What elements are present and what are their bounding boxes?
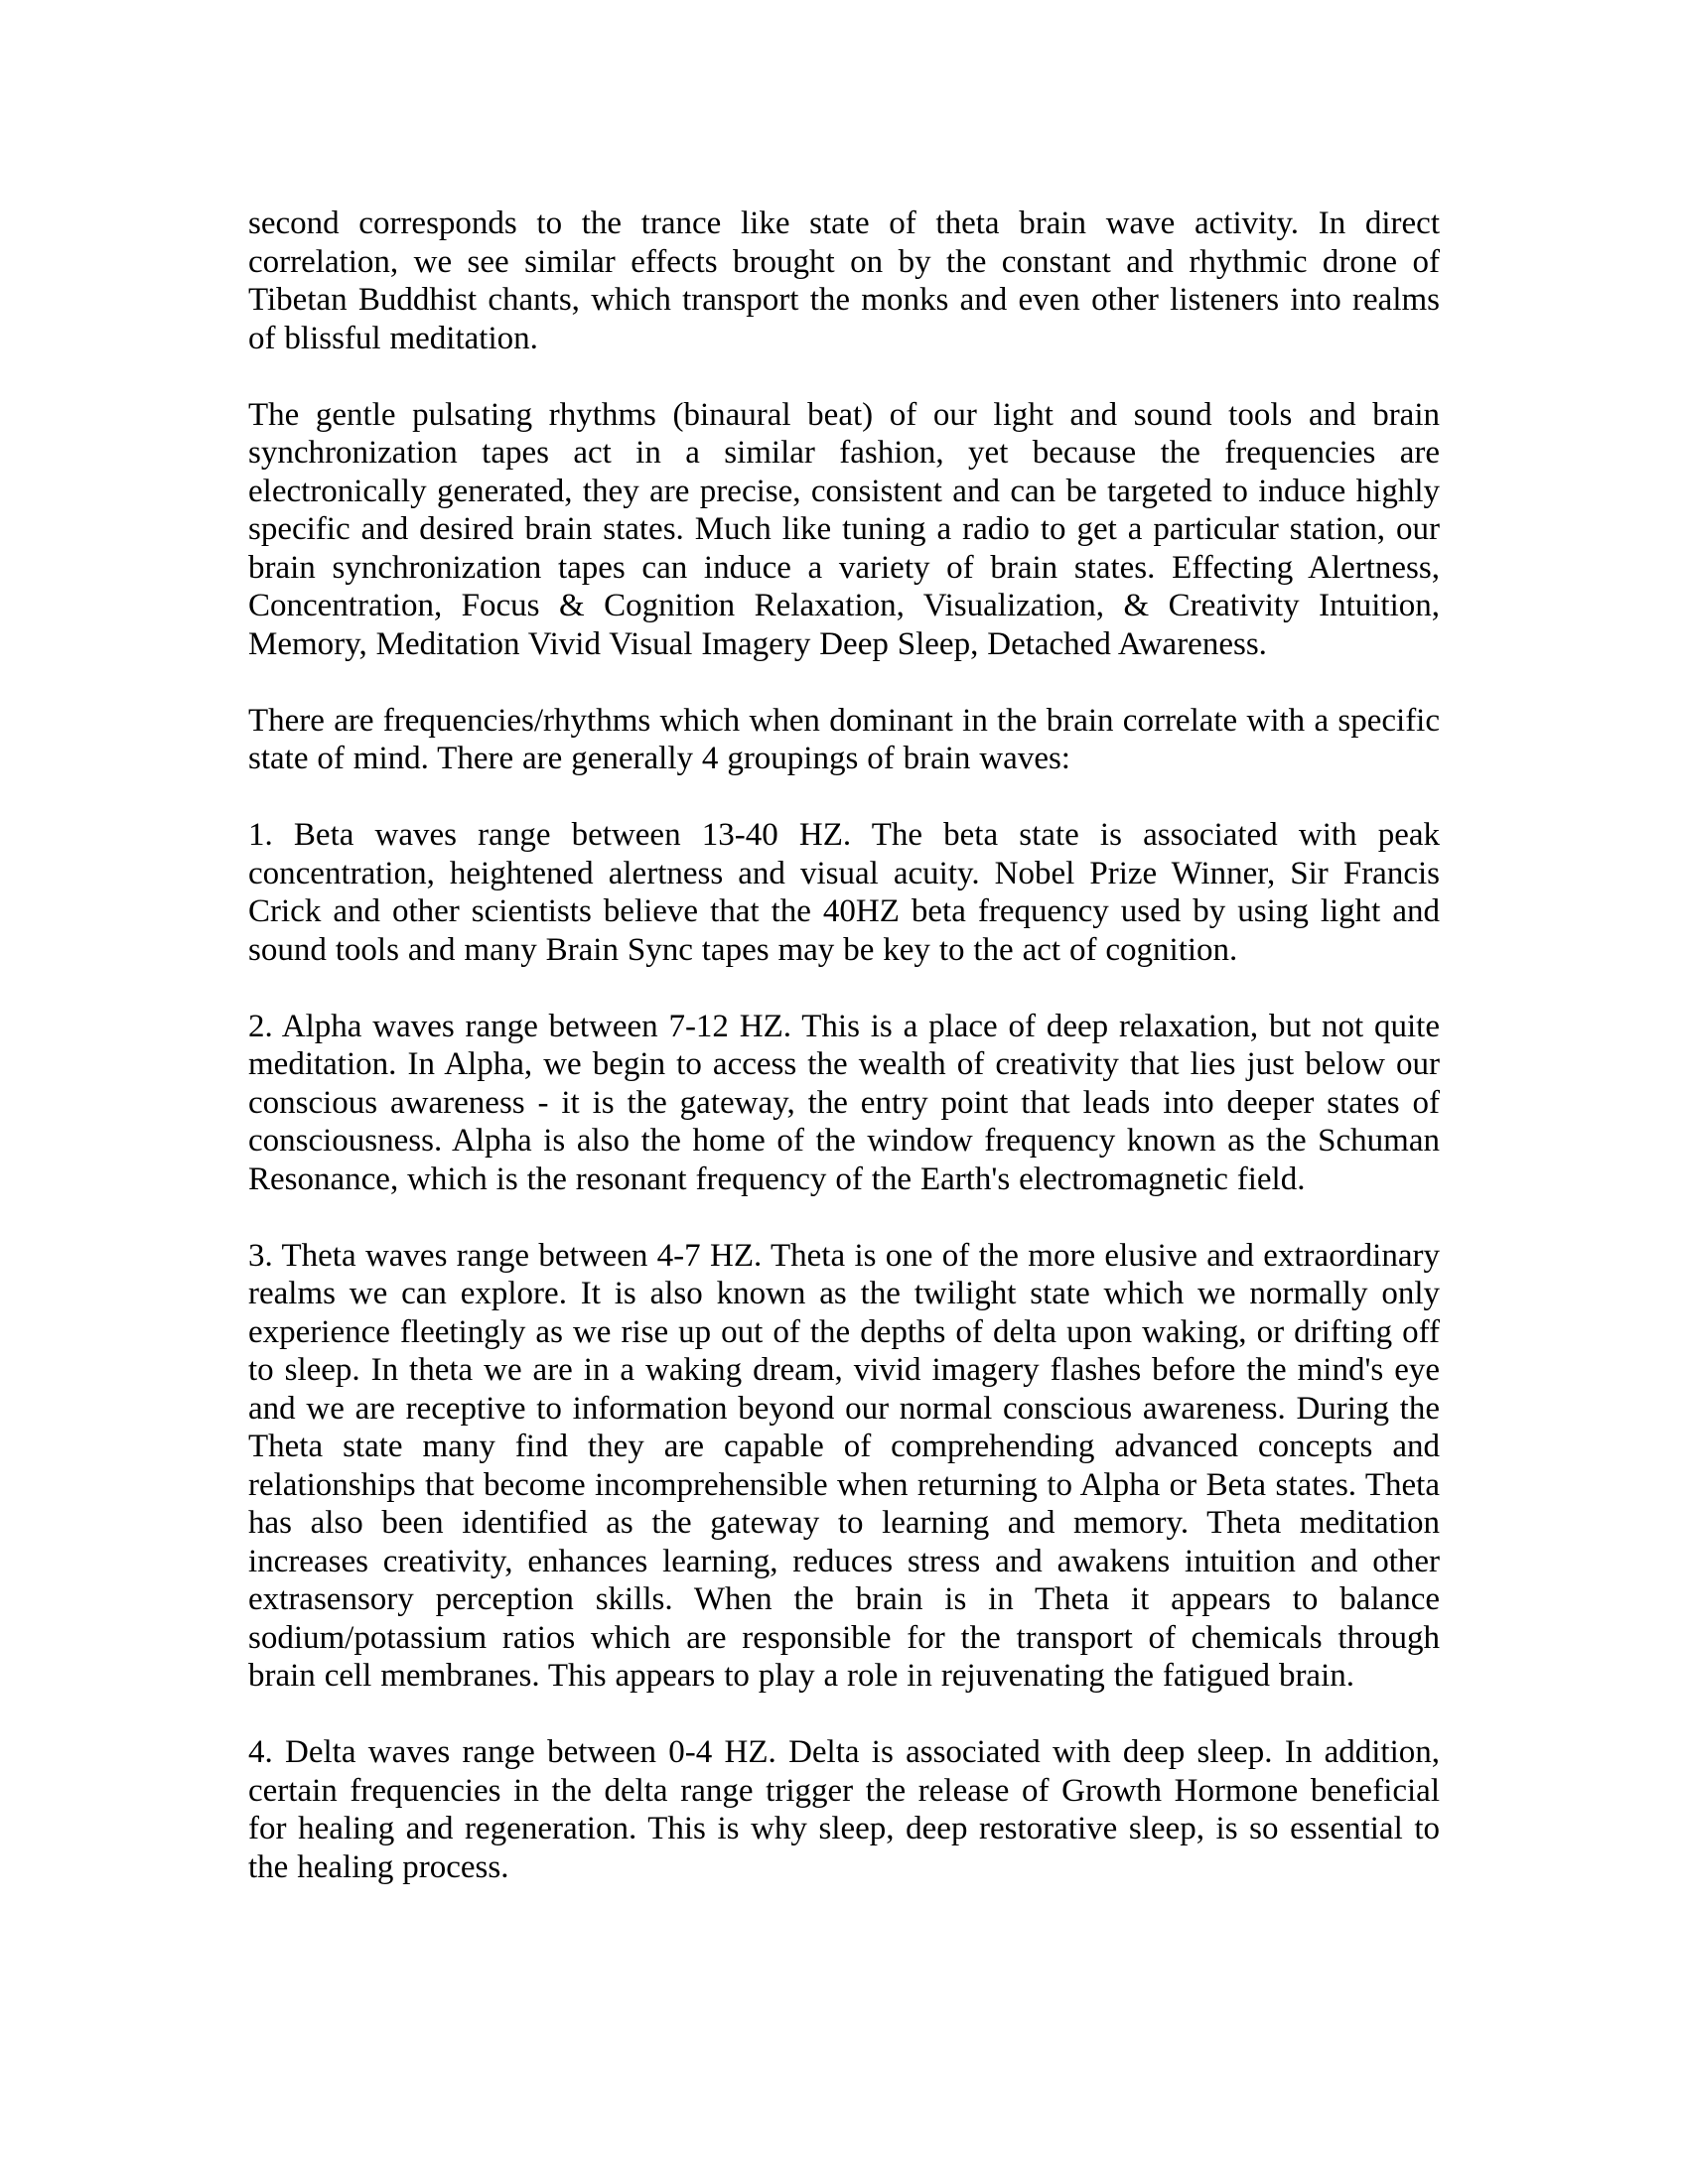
paragraph-binaural-beat-tools: The gentle pulsating rhythms (binaural beat) of our light and sound tools and brain synchronization tapes act in a similar fashion, yet because the frequencies are electronically generated, they are precise, consistent and can be targeted to induce highly specific and desired brain states. Much like tuning a radio to get a particular station, our brain synchronization tapes can induce a variety of brain states. Effecting Alertness, Concentration, Focus & Cognition Relaxation, Visualization, & Creativity Intuition, Memory, Meditation Vivid Visual Imagery Deep Sleep, Detached Awareness. xyxy=(248,396,1440,662)
paragraph-beta-waves: 1. Beta waves range between 13-40 HZ. The beta state is associated with peak concentration, heightened alertness and visual acuity. Nobel Prize Winner, Sir Francis Crick and other scientists believe that the 40HZ beta frequency used by using light and sound tools and many Brain Sync tapes may be key to the act of cognition. xyxy=(248,817,1440,968)
paragraph-theta-trance-continuation: second corresponds to the trance like state of theta brain wave activity. In direct correlation, we see similar effects brought on by the constant and rhythmic drone of Tibetan Buddhist chants, which transport the monks and even other listeners into realms of blissful meditation. xyxy=(248,205,1440,356)
paragraph-alpha-waves: 2. Alpha waves range between 7-12 HZ. This is a place of deep relaxation, but not quite meditation. In Alpha, we begin to access the wealth of creativity that lies just below our conscious awareness - it is the gateway, the entry point that leads into deeper states of consciousness. Alpha is also the home of the window frequency known as the Schuman Resonance, which is the resonant frequency of the Earth's electromagnetic field. xyxy=(248,1008,1440,1197)
paragraph-theta-waves: 3. Theta waves range between 4-7 HZ. Theta is one of the more elusive and extraordinary realms we can explore. It is also known as the twilight state which we normally only experience fleetingly as we rise up out of the depths of delta upon waking, or drifting off to sleep. In theta we are in a waking dream, vivid imagery flashes before the mind's eye and we are receptive to information beyond our normal conscious awareness. During the Theta state many find they are capable of comprehending advanced concepts and relationships that become incomprehensible when returning to Alpha or Beta states. Theta has also been identified as the gateway to learning and memory. Theta meditation increases creativity, enhances learning, reduces stress and awakens intuition and other extrasensory perception skills. When the brain is in Theta it appears to balance sodium/potassium ratios which are responsible for the transport of chemicals through brain cell membranes. This appears to play a role in rejuvenating the fatigued brain. xyxy=(248,1237,1440,1694)
paragraph-delta-waves: 4. Delta waves range between 0-4 HZ. Delta is associated with deep sleep. In addition, certain frequencies in the delta range trigger the release of Growth Hormone beneficial for healing and regeneration. This is why sleep, deep restorative sleep, is so essential to the healing process. xyxy=(248,1734,1440,1885)
paragraph-brainwave-groupings-intro: There are frequencies/rhythms which when dominant in the brain correlate with a specific state of mind. There are generally 4 groupings of brain waves: xyxy=(248,702,1440,776)
